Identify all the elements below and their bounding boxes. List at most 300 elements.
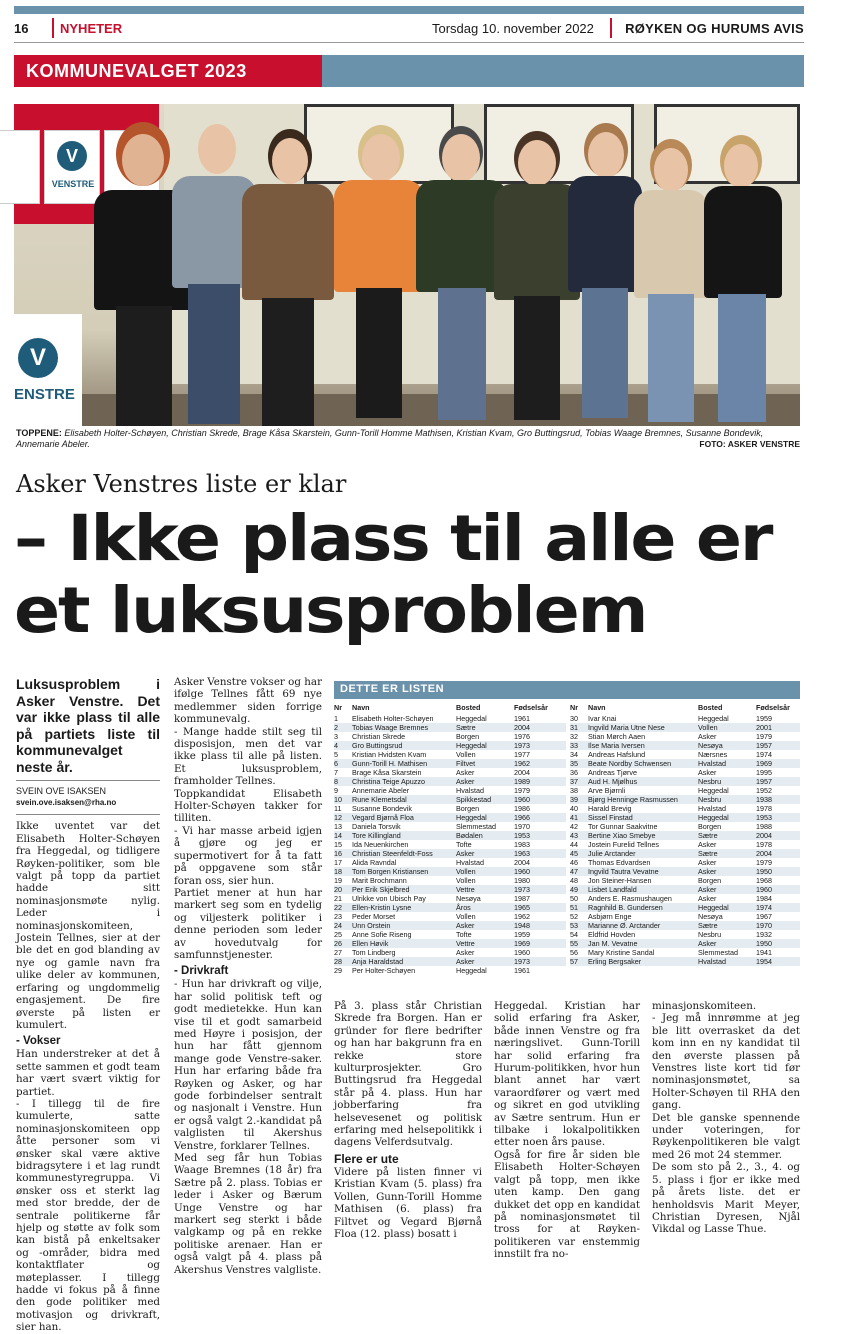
table-row (570, 813, 800, 822)
cell-place: Asker (698, 939, 756, 948)
cell-name: Peder Morset (352, 912, 396, 921)
cell-name: Christian Steenfeldt-Foss (352, 849, 456, 858)
cell-place: Hvalstad (698, 957, 756, 966)
cell-year: 1962 (514, 759, 566, 768)
section-label: NYHETER (60, 21, 123, 36)
table-row (334, 849, 566, 858)
cell-name: Vegard Bjørnå Floa (352, 813, 456, 822)
cell-place: Asker (456, 921, 514, 930)
cell-name: Annemarie Abeler (352, 786, 410, 795)
cell-nr: 20 (334, 885, 352, 894)
column-header: Fødselsår (756, 703, 790, 712)
cell-year: 1984 (756, 894, 772, 903)
cell-name: Ellen-Kristin Lysne (352, 903, 456, 912)
cell-nr: 21 (334, 894, 342, 903)
cell-place: Heggedal (456, 966, 487, 975)
cell-place: Vollen (456, 876, 476, 885)
cell-name: Andreas Tjørve (588, 768, 637, 777)
table-row (570, 786, 800, 795)
table-row (570, 768, 800, 777)
cell-nr: 18 (334, 867, 352, 876)
cell-year: 1941 (756, 948, 772, 957)
table-row (334, 759, 566, 768)
paper-name: RØYKEN OG HURUMS AVIS (625, 21, 804, 36)
cell-nr: 47 (570, 867, 588, 876)
body-paragraph: De som sto på 2., 3., 4. og 5. plass i fjor er ikke med på årets liste. det er henholdsvis Marit Meyer, Christian Dyresen, Njål Vikdal og Lasse Thue. (652, 1161, 800, 1236)
top-color-bar (14, 6, 804, 14)
table-row (334, 813, 566, 822)
cell-year: 1954 (756, 957, 800, 966)
cell-nr: 49 (570, 885, 588, 894)
cell-nr: 11 (334, 804, 342, 813)
cell-year: 1948 (514, 921, 566, 930)
article-lead: Luksusproblem i Asker Venstre. Det var ikke plass til alle på partiets liste til kommunevalget neste år. (16, 676, 160, 775)
cell-year: 1963 (514, 849, 566, 858)
column-header: Navn (352, 703, 370, 712)
column-header: Fødselsår (514, 703, 548, 712)
cell-nr: 16 (334, 849, 352, 858)
cell-place: Asker (698, 768, 717, 777)
cell-place: Sætre (698, 849, 756, 858)
article-column-5 (652, 1000, 800, 1236)
photo-credit: FOTO: ASKER VENSTRE (699, 439, 800, 449)
table-row (334, 822, 566, 831)
cell-year: 1959 (756, 714, 772, 723)
cell-nr: 56 (570, 948, 578, 957)
cell-year: 1969 (756, 759, 800, 768)
cell-place: Borgen (456, 732, 480, 741)
cell-year: 1932 (756, 930, 772, 939)
table-row (570, 903, 800, 912)
body-paragraph: - Vi har masse arbeid igjen å gjøre og jeg er supermotivert for å ta fatt på oppgavene som står foran oss, sier hun. (174, 824, 322, 887)
cell-name: Jon Steiner-Hansen (588, 876, 652, 885)
table-row (334, 903, 566, 912)
cell-place: Asker (456, 957, 514, 966)
cell-year: 1962 (514, 912, 530, 921)
cell-place: Asker (456, 948, 475, 957)
cell-name: Ilse Maria Iversen (588, 741, 698, 750)
table-row (334, 786, 566, 795)
candidate-list-left (334, 703, 566, 975)
cell-place: Nesbru (698, 777, 756, 786)
cell-name: Tobias Waage Bremnes (352, 723, 456, 732)
cell-place: Nesøya (456, 894, 481, 903)
cell-nr: 29 (334, 966, 342, 975)
cell-nr: 2 (334, 723, 352, 732)
cell-place: Nærsnes (698, 750, 728, 759)
cell-name: Erling Bergsaker (588, 957, 698, 966)
cell-place: Vettre (456, 885, 514, 894)
table-row (334, 777, 566, 786)
cell-name: Ellen Høvik (352, 939, 456, 948)
cell-place: Slemmestad (698, 948, 738, 957)
cell-year: 1950 (756, 867, 800, 876)
cell-nr: 31 (570, 723, 588, 732)
cell-nr: 6 (334, 759, 352, 768)
cell-place: Vollen (456, 750, 476, 759)
cell-year: 1995 (756, 768, 772, 777)
table-row (570, 732, 800, 741)
cell-year: 1973 (514, 885, 566, 894)
cell-name: Jan M. Vevatne (588, 939, 698, 948)
cell-place: Sætre (698, 831, 756, 840)
body-paragraph: Heggedal. Kristian har solid erfaring fra Asker, både innen Venstre og fra næringslivet. Gunn-Torill har solid erfaring fra Hurum-politikken, hvor hun blant annet har vært varaordfører og vært med og sikret en god utvikling av Sætre sentrum. Hun er tilbake i lokalpolitikken etter noen års pause. (494, 1000, 640, 1149)
cell-nr: 27 (334, 948, 342, 957)
cell-place: Heggedal (698, 813, 756, 822)
cell-year: 2001 (756, 723, 800, 732)
caption-text: Elisabeth Holter-Schøyen, Christian Skrede, Brage Kåsa Skarstein, Gunn-Torill Homme Mathisen, Kristian Kvam, Gro Buttingsrud, Tobias Waage Bremnes, Susanne Bondevik, Annemarie Abeler. (16, 428, 764, 449)
cell-place: Heggedal (456, 741, 514, 750)
table-row (334, 732, 566, 741)
cell-place: Asker (456, 777, 514, 786)
cell-name: Daniela Torsvik (352, 822, 401, 831)
body-paragraph: Partiet mener at hun har markert seg som en tydelig og viljesterk politiker i denne perioden som leder av hovedutvalg for samfunnstjenester. (174, 886, 322, 961)
cell-year: 1965 (514, 903, 566, 912)
cell-place: Nesøya (698, 912, 723, 921)
table-row (334, 768, 566, 777)
cell-year: 1960 (514, 867, 566, 876)
cell-name: Ragnhild B. Gundersen (588, 903, 698, 912)
cell-year: 1970 (514, 822, 530, 831)
table-row (334, 921, 566, 930)
cell-place: Asker (698, 894, 717, 903)
article-column-3 (334, 1000, 482, 1240)
cell-place: Bødalen (456, 831, 514, 840)
venstre-logo-icon: V (57, 141, 87, 171)
cell-year: 1966 (514, 813, 566, 822)
cell-name: Jostein Furelid Tellnes (588, 840, 659, 849)
cell-year: 1977 (514, 750, 530, 759)
cell-nr: 55 (570, 939, 588, 948)
cell-place: Heggedal (698, 714, 729, 723)
column-header: Nr (570, 703, 578, 712)
cell-name: Eldfrid Hovden (588, 930, 636, 939)
cell-nr: 30 (570, 714, 578, 723)
table-row (570, 741, 800, 750)
cell-nr: 36 (570, 768, 578, 777)
cell-place: Slemmestad (456, 822, 496, 831)
body-paragraph: Toppkandidat Elisabeth Holter-Schøyen takker for tilliten. (174, 787, 322, 825)
cell-year: 2004 (514, 768, 530, 777)
table-row (334, 750, 566, 759)
cell-place: Åros (456, 903, 514, 912)
column-header: Bosted (698, 703, 723, 712)
banner-text: VENSTRE (51, 179, 95, 189)
photo-caption (16, 428, 800, 450)
cell-nr: 48 (570, 876, 578, 885)
cell-place: Nesøya (698, 741, 756, 750)
cell-nr: 25 (334, 930, 342, 939)
cell-nr: 57 (570, 957, 588, 966)
cell-year: 1960 (756, 885, 800, 894)
byline-email[interactable]: svein.ove.isaksen@rha.no (16, 798, 117, 807)
cell-nr: 44 (570, 840, 578, 849)
cell-place: Asker (698, 840, 717, 849)
subheading: - Drivkraft (174, 965, 229, 978)
cell-place: Heggedal (698, 786, 729, 795)
cell-name: Christina Teige Apuzzo (352, 777, 456, 786)
cell-nr: 32 (570, 732, 578, 741)
cell-year: 1974 (756, 903, 800, 912)
cell-year: 2004 (756, 849, 800, 858)
table-row (570, 759, 800, 768)
cell-nr: 39 (570, 795, 588, 804)
table-row (570, 885, 800, 894)
cell-name: Harald Brevig (588, 804, 632, 813)
cell-nr: 10 (334, 795, 352, 804)
cell-name: Ingvild Tautra Vevatne (588, 867, 698, 876)
article-kicker: Asker Venstres liste er klar (16, 470, 347, 498)
cell-year: 1970 (756, 921, 800, 930)
cell-year: 1983 (514, 840, 530, 849)
table-row (570, 912, 800, 921)
header-divider (52, 18, 54, 38)
table-row (570, 948, 800, 957)
cell-year: 1959 (514, 930, 530, 939)
cell-year: 1952 (756, 786, 772, 795)
cell-nr: 1 (334, 714, 338, 723)
cell-place: Nesbru (698, 930, 722, 939)
cell-place: Hvalstad (456, 786, 484, 795)
table-row (334, 894, 566, 903)
cell-year: 1960 (514, 795, 566, 804)
cell-place: Vollen (698, 723, 756, 732)
table-row (334, 912, 566, 921)
cell-place: Sætre (698, 921, 756, 930)
cell-year: 1967 (756, 912, 772, 921)
cell-place: Asker (698, 858, 717, 867)
table-row (334, 876, 566, 885)
article-column-1 (16, 676, 160, 1334)
table-row (570, 804, 800, 813)
group-photo (14, 104, 800, 426)
candidate-list-right (570, 703, 800, 966)
table-row (334, 840, 566, 849)
cell-year: 1961 (514, 966, 530, 975)
cell-nr: 40 (570, 804, 578, 813)
table-row (334, 930, 566, 939)
cell-place: Hvalstad (698, 759, 756, 768)
table-row (570, 921, 800, 930)
cell-place: Vettre (456, 939, 514, 948)
table-row (334, 831, 566, 840)
cell-name: Tom Borgen Kristiansen (352, 867, 456, 876)
cell-year: 1988 (756, 822, 772, 831)
cell-name: Andreas Hafslund (588, 750, 646, 759)
header-divider (610, 18, 612, 38)
cell-name: Susanne Bondevik (352, 804, 412, 813)
cell-name: Unn Orstein (352, 921, 456, 930)
body-paragraph: Han understreker at det å sette sammen et godt team har vært svært viktig for partiet. (16, 1048, 160, 1098)
cell-nr: 12 (334, 813, 352, 822)
cell-place: Borgen (698, 876, 722, 885)
cell-place: Vollen (456, 912, 476, 921)
cell-year: 1978 (756, 840, 772, 849)
cell-name: Marit Brochmann (352, 876, 407, 885)
table-row (334, 867, 566, 876)
cell-name: Ida Neuenkirchen (352, 840, 409, 849)
cell-year: 1974 (756, 750, 772, 759)
cell-year: 1979 (514, 786, 530, 795)
table-row (570, 957, 800, 966)
cell-name: Ivar Knai (588, 714, 617, 723)
cell-place: Nesbru (698, 795, 756, 804)
venstre-logo-icon: V (18, 338, 58, 378)
cell-year: 1953 (756, 813, 800, 822)
cell-place: Filtvet (456, 759, 514, 768)
cell-name: Tom Lindberg (352, 948, 396, 957)
title-line: – Ikke plass til alle er (14, 502, 772, 575)
cell-nr: 38 (570, 786, 578, 795)
article-title (14, 503, 867, 647)
cell-year: 1961 (514, 714, 530, 723)
cell-year: 1973 (514, 957, 566, 966)
cell-place: Heggedal (698, 903, 756, 912)
cell-name: Bertine Xiao Smebye (588, 831, 698, 840)
cell-nr: 28 (334, 957, 352, 966)
body-paragraph: - Jeg må innrømme at jeg ble litt overrasket da det kom inn en ny kandidat til den øverste plassen på Venstres liste kort tid før nominasjonsmøtet, sa Holter-Schøyen til RHA den gang. (652, 1012, 800, 1112)
caption-label: TOPPENE: (16, 428, 62, 438)
cell-place: Asker (698, 732, 717, 741)
cell-nr: 19 (334, 876, 342, 885)
cell-nr: 52 (570, 912, 578, 921)
table-row (570, 723, 800, 732)
body-paragraph: Asker Venstre vokser og har ifølge Tellnes fått 69 nye medlemmer siden forrige kommunevalg. (174, 676, 322, 726)
cell-name: Stian Mørch Aaen (588, 732, 646, 741)
cell-year: 2004 (514, 858, 530, 867)
article-column-2 (174, 676, 322, 1276)
cell-name: Tore Killingland (352, 831, 456, 840)
table-row (570, 939, 800, 948)
table-row (334, 939, 566, 948)
cell-place: Asker (456, 768, 475, 777)
body-paragraph: - Hun har drivkraft og vilje, har solid politisk teft og godt medietekke. Hun kan vise til et godt samarbeid med Høyre i posisjon, der hun har fått gjennom mange gode Venstre-saker. Hun har erfaring både fra Røyken og Asker, og har gode forbindelser sentralt og nasjonalt i Venstre. Hun er også valgt 2.-kandidat på valglisten til Akershus Venstre, forklarer Tellnes. (174, 978, 322, 1152)
table-row (570, 777, 800, 786)
cell-place: Asker (456, 849, 514, 858)
cell-place: Tofte (456, 840, 472, 849)
cell-year: 1938 (756, 795, 800, 804)
cell-name: Elisabeth Holter-Schøyen (352, 714, 434, 723)
cell-nr: 17 (334, 858, 342, 867)
table-row (570, 930, 800, 939)
cell-name: Tor Gunnar Saakvitne (588, 822, 658, 831)
table-row (334, 966, 566, 975)
cell-nr: 41 (570, 813, 588, 822)
cell-name: Anne Sofie Riseng (352, 930, 412, 939)
cell-nr: 50 (570, 894, 578, 903)
cell-nr: 9 (334, 786, 338, 795)
cell-place: Asker (698, 867, 756, 876)
cell-year: 1953 (514, 831, 566, 840)
cell-name: Per Erik Skjelbred (352, 885, 456, 894)
table-row (334, 795, 566, 804)
cell-name: Thomas Edvardsen (588, 858, 651, 867)
table-row (570, 795, 800, 804)
cell-name: Beate Nordby Schwensen (588, 759, 698, 768)
cell-year: 2004 (756, 831, 800, 840)
cell-nr: 45 (570, 849, 588, 858)
cell-name: Ulrikke von Ubisch Pay (352, 894, 426, 903)
body-paragraph: Også for fire år siden ble Elisabeth Holter-Schøyen valgt på topp, men ikke uten kamp. Den gang dukket det opp en kandidat på nominasjonsmøtet til tross for at Røyken-politikeren var enstemmig innstilt fra no- (494, 1148, 640, 1261)
table-row (570, 867, 800, 876)
cell-name: Gunn-Torill H. Mathisen (352, 759, 456, 768)
table-row (570, 840, 800, 849)
cell-name: Alida Ravndal (352, 858, 397, 867)
cell-name: Asbjørn Enge (588, 912, 632, 921)
cell-year: 1968 (756, 876, 772, 885)
issue-date: Torsdag 10. november 2022 (432, 21, 594, 36)
table-row (334, 804, 566, 813)
table-row (570, 822, 800, 831)
cell-nr: 13 (334, 822, 342, 831)
cell-year: 1969 (514, 939, 566, 948)
table-row (334, 858, 566, 867)
column-header: Navn (588, 703, 606, 712)
column-header: Bosted (456, 703, 481, 712)
table-row (334, 723, 566, 732)
cell-nr: 14 (334, 831, 352, 840)
cell-nr: 34 (570, 750, 578, 759)
cell-name: Rune Klemetsdal (352, 795, 456, 804)
cell-year: 1973 (514, 741, 566, 750)
cell-place: Sætre (456, 723, 514, 732)
cell-nr: 24 (334, 921, 352, 930)
body-paragraph: Med seg får hun Tobias Waage Bremnes (18 år) fra Sætre på 2. plass. Tobias er leder i Asker og Bærum Unge Venstre og har markert seg sterkt i både valgkamp og på en rekke politiske arenaer. Han er også valgt på 4. plass på Akershus Venstres valgliste. (174, 1152, 322, 1276)
cell-nr: 51 (570, 903, 588, 912)
body-paragraph: Ikke uventet var det Elisabeth Holter-Schøyen fra Heggedal, og tidligere Røyken-politiker, som ble valgt på topp da partiet hadde sitt nominasjonsmøte nylig. Leder i nominasjonskomiteen, Jostein Tellnes, sier at der ble det en god blanding av nye og gamle navn fra ulike deler av kommunen, erfaring og ungdommelig engasjement. De fire øverste på listen er kumulert. (16, 820, 160, 1031)
cell-year: 1978 (756, 804, 772, 813)
cell-name: Anja Haraldstad (352, 957, 456, 966)
cell-nr: 23 (334, 912, 342, 921)
cell-year: 1987 (514, 894, 530, 903)
byline: SVEIN OVE ISAKSEN (16, 786, 107, 796)
cell-year: 1960 (514, 948, 530, 957)
cell-nr: 42 (570, 822, 578, 831)
cell-name: Bjørg Henninge Rasmussen (588, 795, 698, 804)
cell-place: Borgen (698, 822, 722, 831)
cell-name: Lisbet Landfald (588, 885, 698, 894)
column-header: Nr (334, 703, 342, 712)
cell-nr: 54 (570, 930, 578, 939)
cell-place: Hvalstad (698, 804, 726, 813)
cell-year: 1957 (756, 741, 800, 750)
body-paragraph: Videre på listen finner vi Kristian Kvam (5. plass) fra Vollen, Gunn-Torill Homme Mathisen (6. plass) fra Filtvet og Vegard Bjørnå Floa (12. plass) bosatt i (334, 1165, 482, 1240)
cell-name: Ingvild Maria Utne Nese (588, 723, 698, 732)
cell-nr: 15 (334, 840, 342, 849)
cell-nr: 33 (570, 741, 588, 750)
table-row (334, 714, 566, 723)
table-row (570, 714, 800, 723)
body-paragraph: - Mange hadde stilt seg til disposisjon, men det var ikke plass til alle på listen. Et luksusproblem, framholder Tellnes. (174, 725, 322, 788)
body-paragraph: - I tillegg til de fire kumulerte, satte nominasjonskomiteen opp åtte personer som vi ønsker skal være aktive bidragsytere i et lag rundt kommunestyregruppa. Vi ønsker oss et sterkt lag med stor bredde, der de sentrale politikerne får hjelp og støtte av folk som kan bistå på enkeltsaker og -områder, bidra med kontaktflater og møteplasser. I tillegg hadde vi fokus på å finne den gode politiker med motivasjon og drivkraft, sier han. (16, 1097, 160, 1334)
title-line: et luksusproblem (14, 574, 647, 647)
table-row (334, 957, 566, 966)
page-header (14, 18, 804, 44)
cell-name: Mary Kristine Sandal (588, 948, 655, 957)
cell-year: 1986 (514, 804, 530, 813)
cell-place: Vollen (456, 867, 514, 876)
list-heading: DETTE ER LISTEN (334, 681, 800, 699)
cell-nr: 35 (570, 759, 588, 768)
table-row (570, 894, 800, 903)
cell-year: 1989 (514, 777, 566, 786)
cell-place: Heggedal (456, 714, 487, 723)
cell-place: Hvalstad (456, 858, 484, 867)
table-row (570, 831, 800, 840)
cell-place: Borgen (456, 804, 480, 813)
venstre-sign-board (14, 314, 82, 426)
cell-place: Heggedal (456, 813, 514, 822)
